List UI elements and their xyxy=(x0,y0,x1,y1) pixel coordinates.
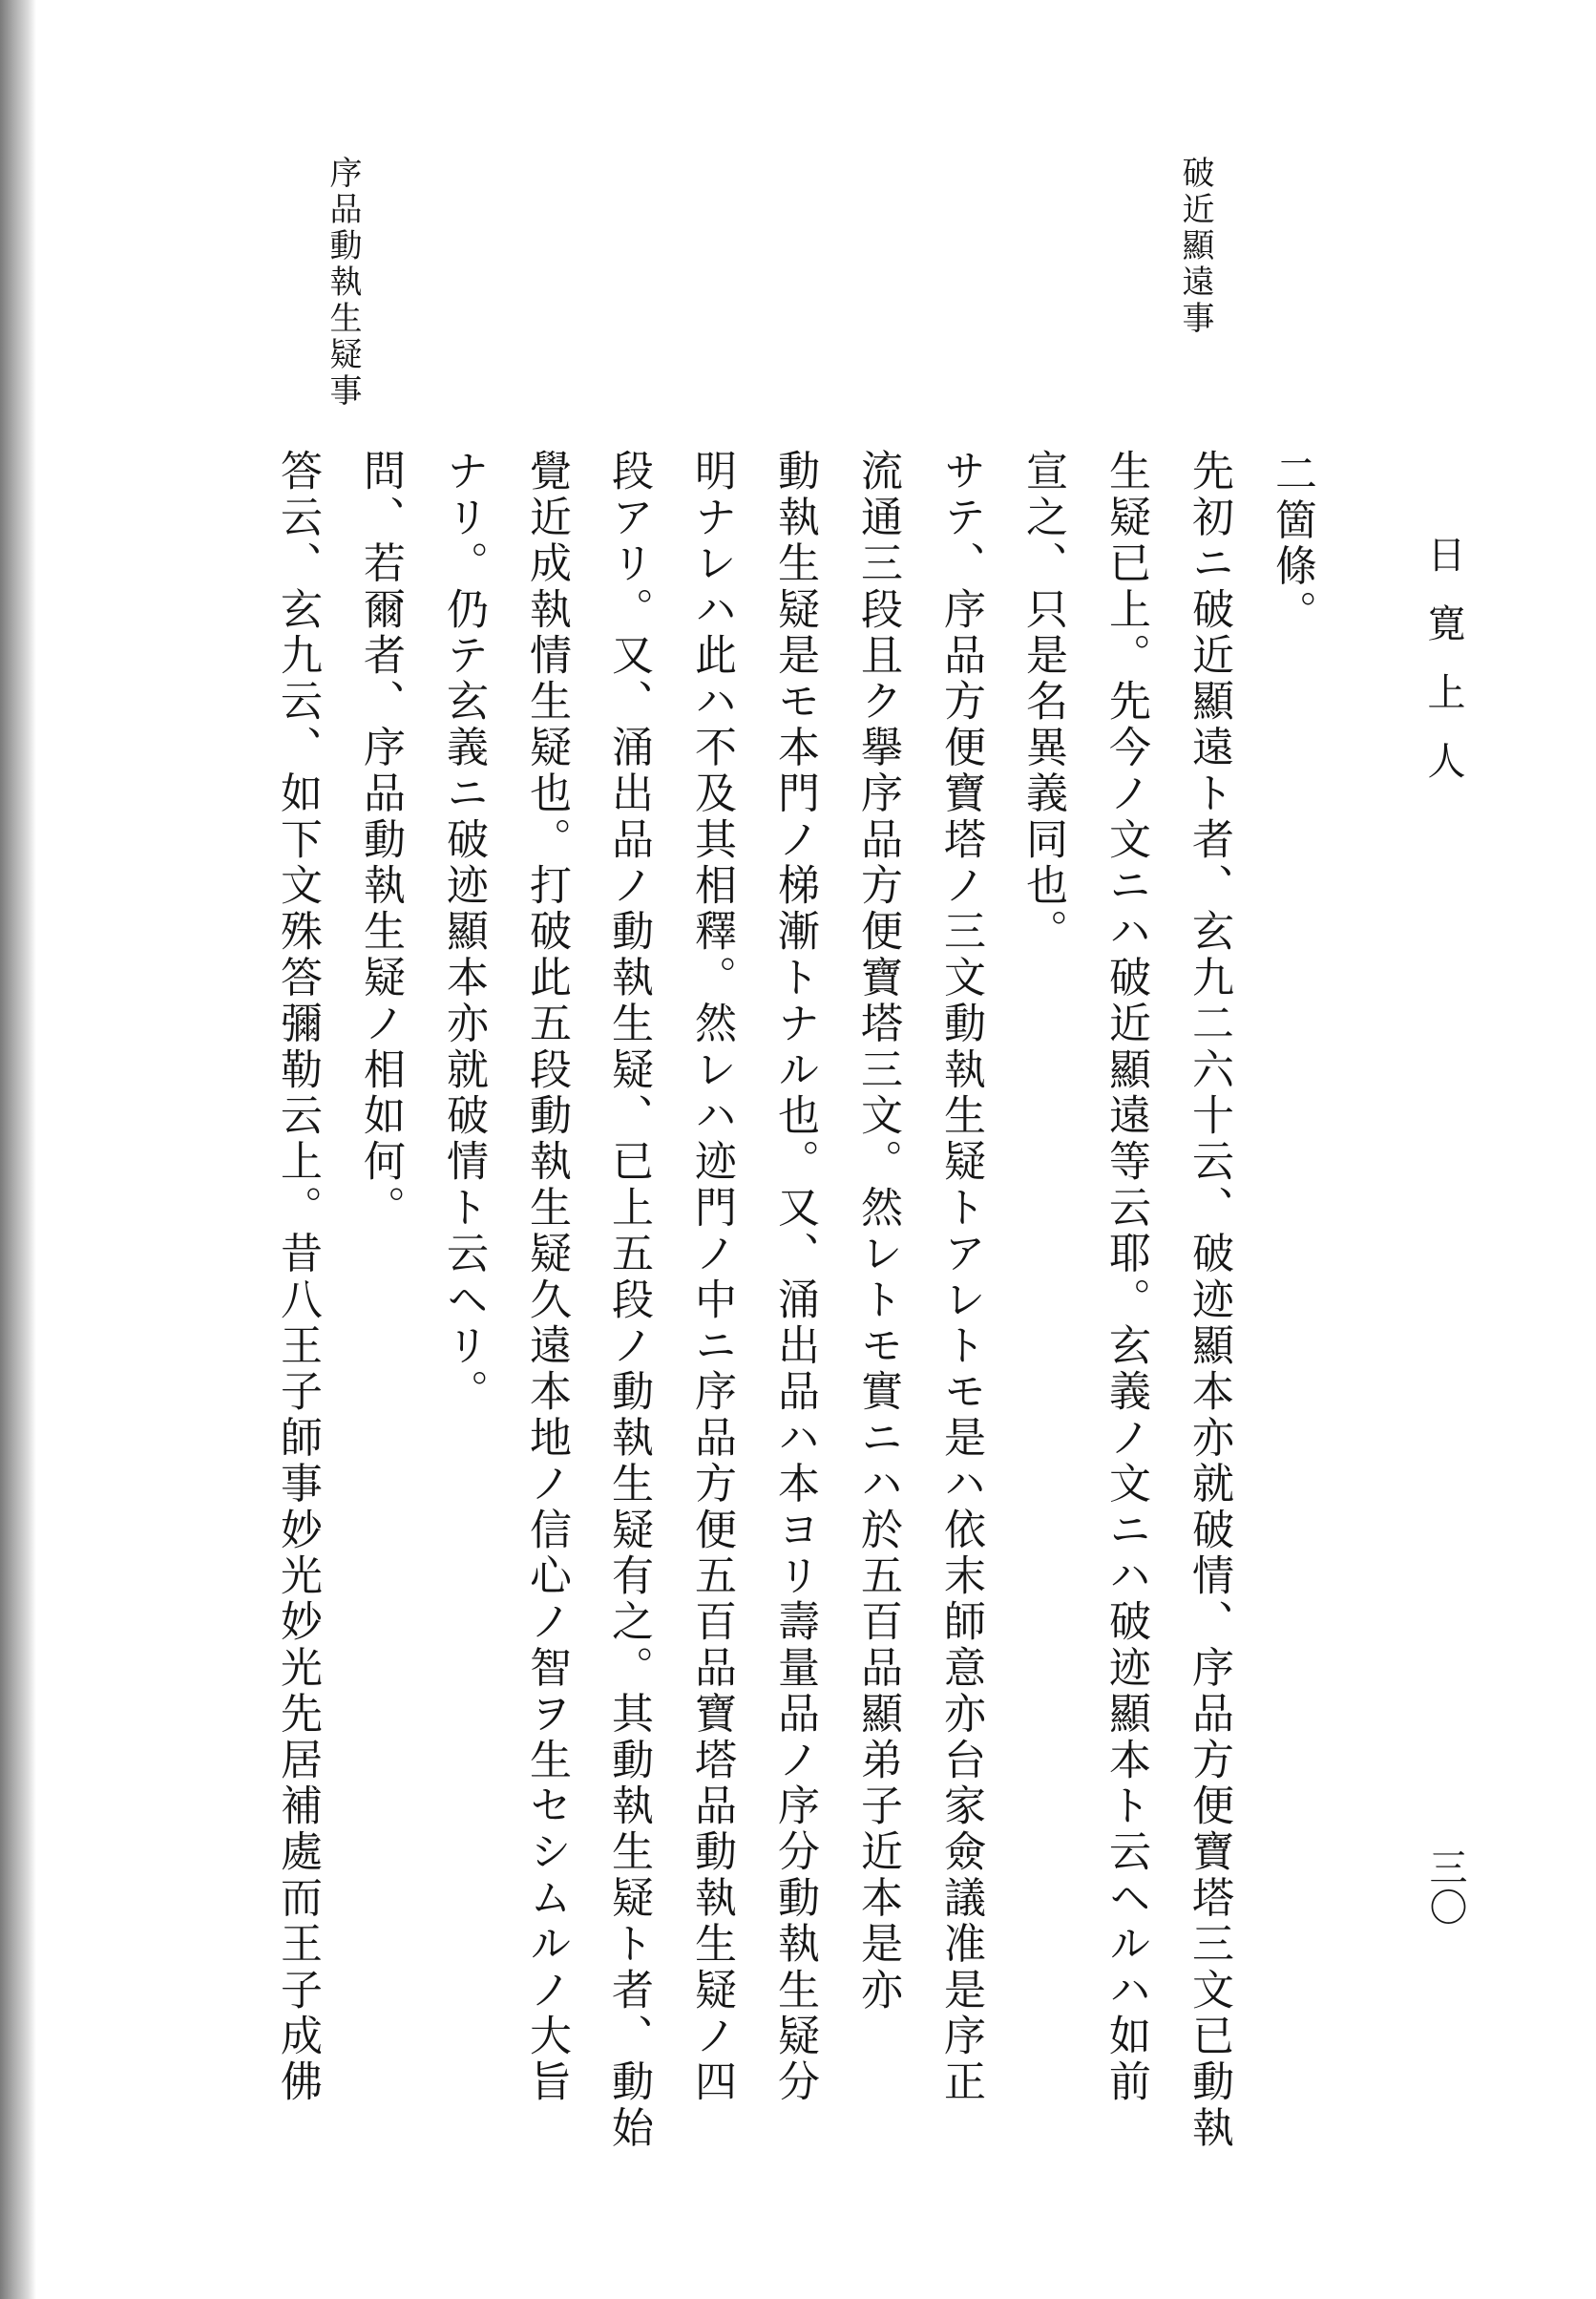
section-heading-2: 序品動執生疑事 xyxy=(324,156,362,410)
text-line-5: サテ、序品方便寶塔ノ三文動執生疑トアレトモ是ハ依末師意亦台家僉議准是序正 xyxy=(936,449,985,2106)
text-line-9: 段アリ。又、涌出品ノ動執生疑、已上五段ノ動執生疑有之。其動執生疑ト者、動始 xyxy=(604,449,653,2152)
text-line-13: 答云、玄九云、如下文殊答彌勒云上。昔八王子師事妙光妙光先居補處而王子成佛 xyxy=(273,449,322,2106)
section-heading-1: 破近顯遠事 xyxy=(1176,156,1214,337)
running-header-title: 日寛上人 xyxy=(1421,535,1465,810)
text-line-6: 流通三段且ク擧序品方便寶塔三文。然レトモ實ニハ於五百品顯弟子近本是亦 xyxy=(853,449,902,2014)
text-line-7: 動執生疑是モ本門ノ梯漸トナル也。又、涌出品ハ本ヨリ壽量品ノ序分動執生疑分 xyxy=(770,449,819,2106)
text-line-12: 問、若爾者、序品動執生疑ノ相如何。 xyxy=(356,449,405,1232)
text-line-4: 宣之、只是名異義同也。 xyxy=(1018,449,1067,956)
text-line-11: ナリ。仍テ玄義ニ破迹顯本亦就破情ト云ヘリ。 xyxy=(439,449,488,1416)
text-line-8: 明ナレハ此ハ不及其相釋。然レハ迹門ノ中ニ序品方便五百品寶塔品動執生疑ノ四 xyxy=(687,449,736,2106)
text-line-3: 生疑已上。先今ノ文ニハ破近顯遠等云耶。玄義ノ文ニハ破迹顯本ト云ヘルハ如前 xyxy=(1102,449,1150,2106)
text-line-2: 先初ニ破近顯遠ト者、玄九二六十云、破迹顯本亦就破情、序品方便寶塔三文已動執 xyxy=(1185,449,1233,2152)
text-line-10: 覺近成執情生疑也。打破此五段動執生疑久遠本地ノ信心ノ智ヲ生セシムルノ大旨 xyxy=(522,449,571,2106)
page-number: 三〇 xyxy=(1423,1847,1467,1928)
text-line-1: 二箇條。 xyxy=(1268,452,1316,636)
